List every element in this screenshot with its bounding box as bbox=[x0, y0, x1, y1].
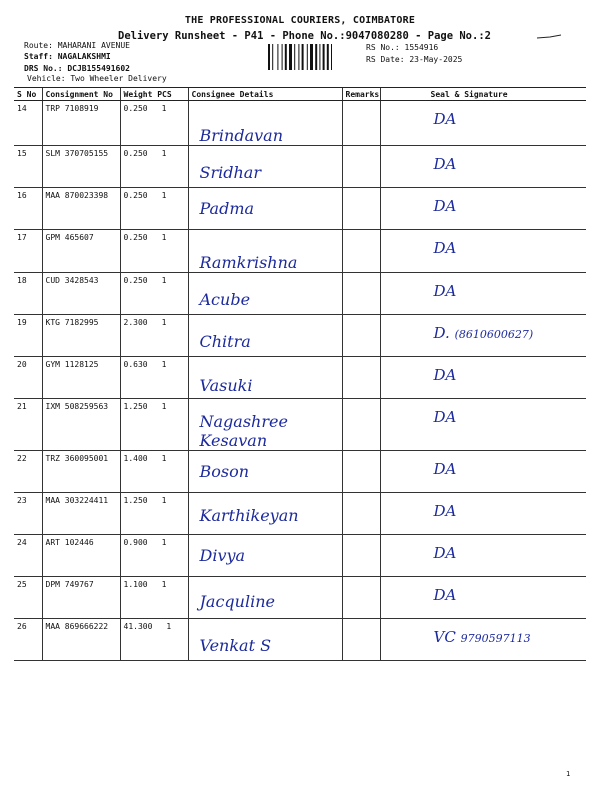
cell-consignee bbox=[188, 315, 342, 357]
cell-signature bbox=[380, 619, 586, 661]
consignee-handwriting: Brindavan bbox=[199, 126, 283, 145]
signature-handwriting: DA bbox=[433, 155, 457, 173]
signature-handwriting: DA bbox=[433, 460, 457, 478]
table-row bbox=[14, 535, 586, 577]
cell-pcs: 1 bbox=[161, 360, 167, 369]
cell-weight: 0.630 bbox=[123, 360, 148, 369]
cell-remarks bbox=[342, 451, 380, 493]
cell-sno: 23 bbox=[14, 493, 42, 535]
cell-signature bbox=[380, 577, 586, 619]
signature-note: 9790597113 bbox=[460, 632, 531, 645]
signature-handwriting: DA bbox=[433, 239, 457, 257]
signature-handwriting: DA bbox=[433, 282, 457, 300]
cell-pcs: 1 bbox=[166, 622, 172, 631]
cell-pcs: 1 bbox=[161, 276, 167, 285]
consignee-handwriting: Jacquline bbox=[199, 592, 275, 611]
barcode-icon bbox=[268, 44, 352, 70]
cell-consignment: SLM 370705155 bbox=[42, 146, 120, 188]
table-row bbox=[14, 399, 586, 451]
signature-handwriting: DA bbox=[433, 586, 457, 604]
col-header-signature: Seal & Signature bbox=[380, 88, 586, 101]
cell-signature bbox=[380, 493, 586, 535]
cell-signature bbox=[380, 357, 586, 399]
cell-consignee bbox=[188, 146, 342, 188]
cell-signature bbox=[380, 399, 586, 451]
cell-sno: 26 bbox=[14, 619, 42, 661]
cell-sno: 16 bbox=[14, 188, 42, 230]
col-header-consignment: Consignment No bbox=[42, 88, 120, 101]
staff-label: Staff: NAGALAKSHMI bbox=[24, 52, 111, 61]
cell-consignment: MAA 303224411 bbox=[42, 493, 120, 535]
table-row bbox=[14, 357, 586, 399]
cell-sno: 20 bbox=[14, 357, 42, 399]
cell-weight: 0.250 bbox=[123, 233, 148, 242]
cell-consignee bbox=[188, 493, 342, 535]
cell-consignee bbox=[188, 619, 342, 661]
cell-weight: 0.250 bbox=[123, 191, 148, 200]
cell-signature bbox=[380, 146, 586, 188]
cell-weight-pcs bbox=[120, 273, 188, 315]
cell-weight: 0.900 bbox=[123, 538, 148, 547]
cell-consignment: TRP 7108919 bbox=[42, 101, 120, 146]
cell-consignee bbox=[188, 188, 342, 230]
consignee-handwriting: Padma bbox=[199, 199, 255, 218]
cell-signature bbox=[380, 535, 586, 577]
table-row bbox=[14, 101, 586, 146]
cell-weight-pcs bbox=[120, 230, 188, 273]
cell-remarks bbox=[342, 535, 380, 577]
cell-consignee bbox=[188, 101, 342, 146]
cell-consignment: ART 102446 bbox=[42, 535, 120, 577]
cell-weight: 1.100 bbox=[123, 580, 148, 589]
rs-number: RS No.: 1554916 bbox=[366, 43, 439, 52]
signature-handwriting: VC bbox=[433, 628, 456, 646]
cell-pcs: 1 bbox=[161, 233, 167, 242]
cell-weight: 0.250 bbox=[123, 149, 148, 158]
table-header-row bbox=[14, 88, 586, 101]
cell-sno: 25 bbox=[14, 577, 42, 619]
cell-consignment: GPM 465607 bbox=[42, 230, 120, 273]
cell-weight-pcs bbox=[120, 451, 188, 493]
cell-weight-pcs bbox=[120, 101, 188, 146]
cell-weight: 0.250 bbox=[123, 276, 148, 285]
consignee-handwriting: Divya bbox=[199, 546, 246, 565]
cell-remarks bbox=[342, 619, 380, 661]
cell-sno: 14 bbox=[14, 101, 42, 146]
cell-consignment: IXM 508259563 bbox=[42, 399, 120, 451]
cell-weight-pcs bbox=[120, 493, 188, 535]
table-row bbox=[14, 493, 586, 535]
cell-sno: 18 bbox=[14, 273, 42, 315]
cell-pcs: 1 bbox=[161, 496, 167, 505]
cell-sno: 22 bbox=[14, 451, 42, 493]
cell-remarks bbox=[342, 357, 380, 399]
table-row bbox=[14, 230, 586, 273]
cell-weight-pcs bbox=[120, 315, 188, 357]
table-row bbox=[14, 273, 586, 315]
pen-mark-icon bbox=[536, 34, 562, 40]
cell-consignee bbox=[188, 399, 342, 451]
col-header-remarks: Remarks bbox=[342, 88, 380, 101]
cell-consignment: DPM 749767 bbox=[42, 577, 120, 619]
signature-handwriting: D. bbox=[433, 324, 450, 342]
signature-handwriting: DA bbox=[433, 197, 457, 215]
drs-number: DRS No.: DCJB155491602 bbox=[24, 64, 130, 73]
cell-signature bbox=[380, 451, 586, 493]
cell-weight: 2.300 bbox=[123, 318, 148, 327]
col-header-weight-pcs: Weight PCS bbox=[120, 88, 188, 101]
cell-remarks bbox=[342, 188, 380, 230]
col-header-consignee: Consignee Details bbox=[188, 88, 342, 101]
cell-weight-pcs bbox=[120, 577, 188, 619]
cell-remarks bbox=[342, 101, 380, 146]
cell-sno: 21 bbox=[14, 399, 42, 451]
cell-remarks bbox=[342, 577, 380, 619]
cell-pcs: 1 bbox=[161, 104, 167, 113]
signature-handwriting: DA bbox=[433, 544, 457, 562]
table-row bbox=[14, 188, 586, 230]
cell-consignment: MAA 869666222 bbox=[42, 619, 120, 661]
cell-sno: 15 bbox=[14, 146, 42, 188]
cell-sno: 17 bbox=[14, 230, 42, 273]
cell-sno: 19 bbox=[14, 315, 42, 357]
cell-weight: 41.300 bbox=[123, 622, 153, 631]
cell-consignee bbox=[188, 273, 342, 315]
cell-signature bbox=[380, 101, 586, 146]
cell-remarks bbox=[342, 399, 380, 451]
consignee-handwriting: Boson bbox=[199, 462, 250, 481]
runsheet-table bbox=[14, 87, 586, 661]
signature-handwriting: DA bbox=[433, 110, 457, 128]
consignee-handwriting: Acube bbox=[199, 290, 251, 309]
cell-remarks bbox=[342, 230, 380, 273]
cell-signature bbox=[380, 273, 586, 315]
cell-remarks bbox=[342, 315, 380, 357]
consignee-handwriting: Karthikeyan bbox=[199, 506, 299, 525]
consignee-handwriting: Venkat S bbox=[199, 636, 272, 655]
signature-handwriting: DA bbox=[433, 366, 457, 384]
cell-weight-pcs bbox=[120, 188, 188, 230]
cell-pcs: 1 bbox=[161, 454, 167, 463]
consignee-handwriting: Sridhar bbox=[199, 163, 261, 182]
consignee-handwriting: Chitra bbox=[199, 332, 251, 351]
table-row bbox=[14, 451, 586, 493]
cell-remarks bbox=[342, 146, 380, 188]
cell-consignee bbox=[188, 535, 342, 577]
cell-sno: 24 bbox=[14, 535, 42, 577]
runsheet-title: Delivery Runsheet - P41 - Phone No.:9047080280 - Page No.:2 bbox=[118, 30, 491, 42]
cell-consignment: GYM 1128125 bbox=[42, 357, 120, 399]
consignee-handwriting: Ramkrishna bbox=[199, 253, 298, 272]
cell-weight: 1.250 bbox=[123, 402, 148, 411]
table-row bbox=[14, 577, 586, 619]
cell-weight-pcs bbox=[120, 357, 188, 399]
cell-pcs: 1 bbox=[161, 402, 167, 411]
vehicle-label: Vehicle: Two Wheeler Delivery bbox=[27, 74, 167, 83]
cell-consignment: CUD 3428543 bbox=[42, 273, 120, 315]
signature-handwriting: DA bbox=[433, 502, 457, 520]
table-row bbox=[14, 315, 586, 357]
cell-consignment: KTG 7182995 bbox=[42, 315, 120, 357]
cell-signature bbox=[380, 315, 586, 357]
cell-pcs: 1 bbox=[161, 538, 167, 547]
rs-date: RS Date: 23-May-2025 bbox=[366, 55, 463, 64]
signature-note: (8610600627) bbox=[454, 328, 534, 341]
cell-weight: 1.400 bbox=[123, 454, 148, 463]
cell-consignment: MAA 870023398 bbox=[42, 188, 120, 230]
company-title: THE PROFESSIONAL COURIERS, COIMBATORE bbox=[184, 15, 416, 26]
cell-weight-pcs bbox=[120, 399, 188, 451]
table-row bbox=[14, 146, 586, 188]
cell-signature bbox=[380, 188, 586, 230]
cell-pcs: 1 bbox=[161, 318, 167, 327]
cell-pcs: 1 bbox=[161, 149, 167, 158]
cell-consignee bbox=[188, 230, 342, 273]
consignee-handwriting: Vasuki bbox=[199, 376, 253, 395]
cell-consignee bbox=[188, 577, 342, 619]
cell-consignment: TRZ 360095001 bbox=[42, 451, 120, 493]
cell-weight: 1.250 bbox=[123, 496, 148, 505]
table-row bbox=[14, 619, 586, 661]
cell-pcs: 1 bbox=[161, 191, 167, 200]
cell-weight-pcs bbox=[120, 619, 188, 661]
cell-weight: 0.250 bbox=[123, 104, 148, 113]
cell-consignee bbox=[188, 357, 342, 399]
cell-weight-pcs bbox=[120, 146, 188, 188]
consignee-handwriting: Nagashree Kesavan bbox=[199, 412, 288, 450]
cell-weight-pcs bbox=[120, 535, 188, 577]
cell-pcs: 1 bbox=[161, 580, 167, 589]
cell-remarks bbox=[342, 273, 380, 315]
cell-remarks bbox=[342, 493, 380, 535]
cell-consignee bbox=[188, 451, 342, 493]
col-header-sno: S No bbox=[14, 88, 42, 101]
route-label: Route: MAHARANI AVENUE bbox=[24, 41, 130, 50]
signature-handwriting: DA bbox=[433, 408, 457, 426]
cell-signature bbox=[380, 230, 586, 273]
page-number: 1 bbox=[566, 770, 571, 778]
